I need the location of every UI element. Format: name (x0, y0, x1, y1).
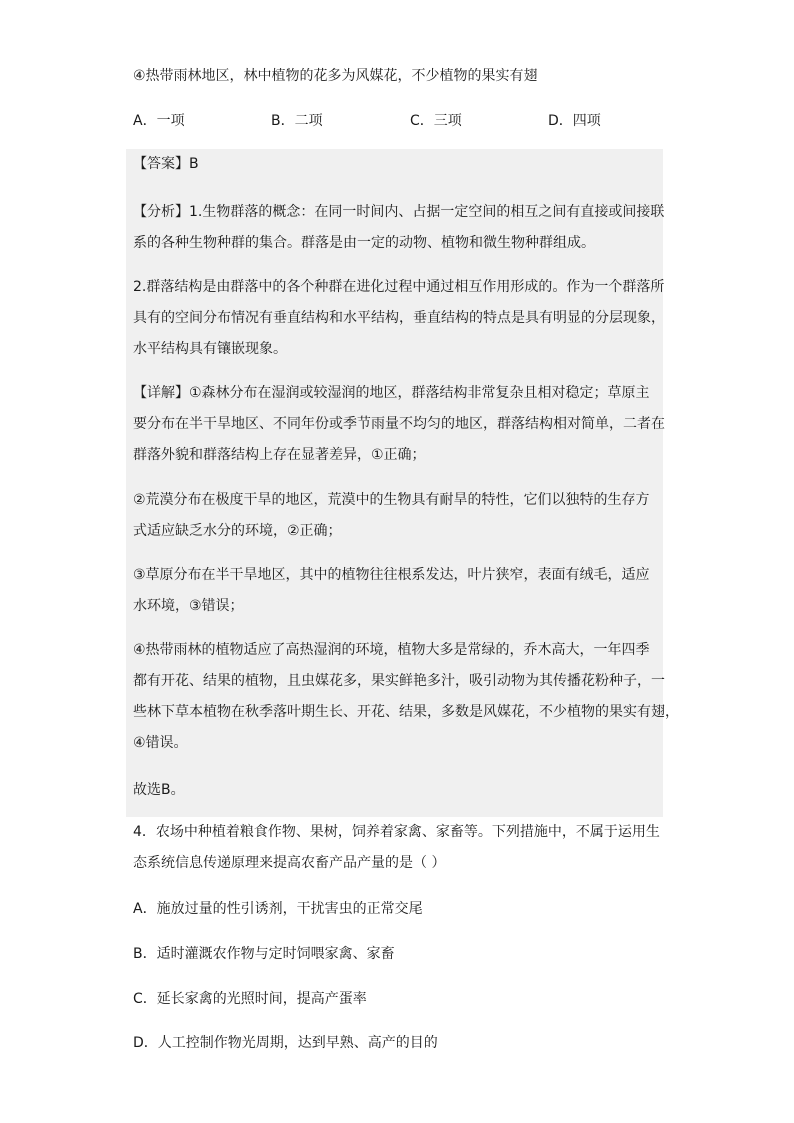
detail-line: ②荒漠分布在极度干旱的地区，荒漠中的生物具有耐旱的特性，它们以独特的生存方 (133, 492, 650, 508)
community-structure-paragraph (133, 272, 663, 365)
detail-paragraph-3 (133, 560, 663, 622)
detail-line: ④错误。 (133, 735, 188, 751)
detail-line: 【详解】①森林分布在湿润或较湿润的地区，群落结构非常复杂且相对稳定；草原主 (133, 385, 650, 401)
detail-line: ③草原分布在半干旱地区，其中的植物往往根系发达，叶片狭窄，表面有绒毛，适应 (133, 567, 650, 583)
question-4-option-d: D．人工控制作物光周期，达到早熟、高产的目的 (133, 1035, 438, 1051)
detail-line: 群落外貌和群落结构上存在显著差异，①正确； (133, 447, 426, 463)
question-4-option-b: B．适时灌溉农作物与定时饲喂家禽、家畜 (133, 946, 395, 962)
detail-line: 式适应缺乏水分的环境，②正确； (133, 523, 342, 539)
answer-line: 【答案】B (133, 156, 199, 172)
analysis-paragraph (133, 197, 663, 259)
option-d: D．四项 (548, 113, 601, 129)
question-3-item-4: ④热带雨林地区，林中植物的花多为风媒花，不少植物的果实有翅 (133, 68, 538, 84)
detail-line: 要分布在半干旱地区、不同年份或季节雨量不均匀的地区，群落结构相对简单，二者在 (133, 416, 665, 432)
structure-line: 具有的空间分布情况有垂直结构和水平结构，垂直结构的特点是具有明显的分层现象， (133, 310, 665, 326)
conclusion-line: 故选B。 (133, 782, 185, 798)
detail-paragraph-1 (133, 378, 663, 471)
detail-paragraph-4 (133, 635, 679, 759)
structure-line: 2.群落结构是由群落中的各个种群在进化过程中通过相互作用形成的。作为一个群落所 (133, 279, 665, 295)
option-c: C．三项 (410, 113, 462, 129)
detail-line: 些林下草本植物在秋季落叶期生长、开花、结果，多数是风媒花，不少植物的果实有翅， (133, 704, 679, 720)
question-4-line: 4．农场中种植着粮食作物、果树，饲养着家禽、家畜等。下列措施中，不属于运用生 (133, 824, 660, 840)
analysis-line: 系的各种生物种群的集合。群落是由一定的动物、植物和微生物种群组成。 (133, 235, 595, 251)
detail-line: ④热带雨林的植物适应了高热湿润的环境，植物大多是常绿的，乔木高大，一年四季 (133, 642, 650, 658)
question-4-line: 态系统信息传递原理来提高农畜产品产量的是（ ） (133, 855, 446, 871)
detail-line: 都有开花、结果的植物，且虫媒花多，果实鲜艳多汁，吸引动物为其传播花粉种子，一 (133, 673, 665, 689)
option-a: A．一项 (133, 113, 185, 129)
question-4-option-a: A．施放过量的性引诱剂，干扰害虫的正常交尾 (133, 901, 423, 917)
detail-line: 水环境，③错误； (133, 598, 244, 614)
structure-line: 水平结构具有镶嵌现象。 (133, 341, 287, 357)
analysis-line: 【分析】1.生物群落的概念：在同一时间内、占据一定空间的相互之间有直接或间接联 (133, 204, 665, 220)
option-b: B．二项 (271, 113, 323, 129)
question-4-option-c: C．延长家禽的光照时间，提高产蛋率 (133, 991, 367, 1007)
detail-paragraph-2 (133, 485, 663, 547)
question-4-stem (133, 817, 663, 879)
